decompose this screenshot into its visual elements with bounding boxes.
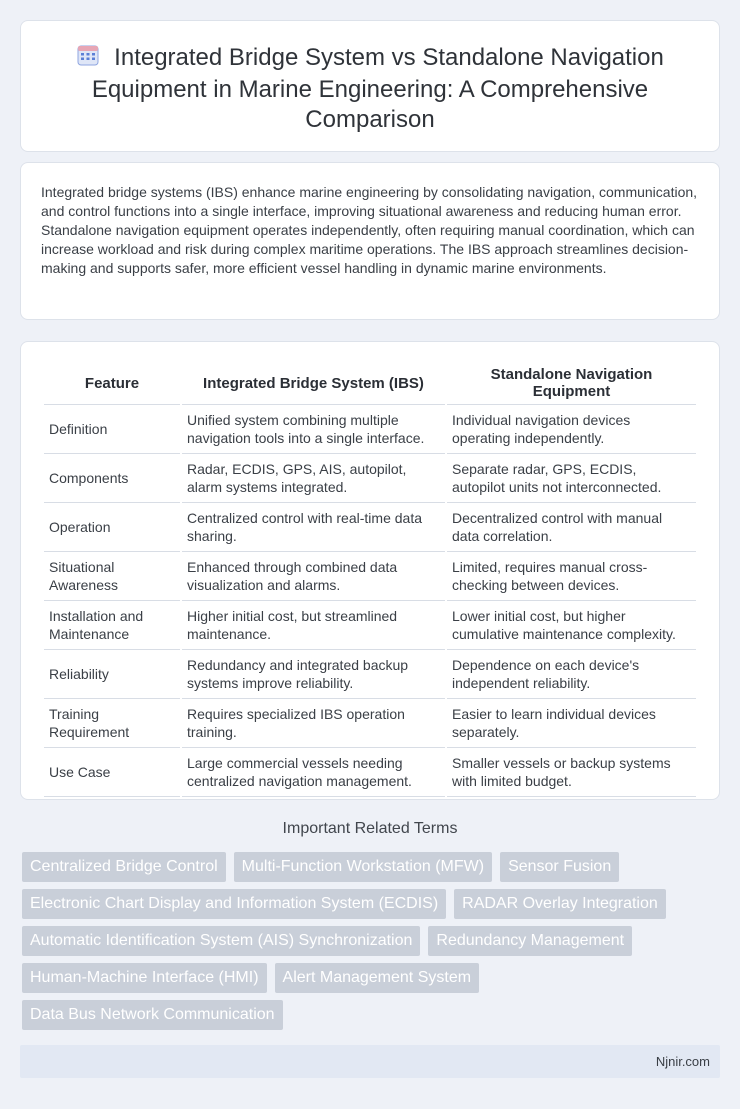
table-row — [44, 405, 696, 454]
table-row — [44, 503, 696, 552]
row-feature: Reliability — [44, 650, 180, 699]
table-row — [44, 454, 696, 503]
row-feature: Situational Awareness — [44, 552, 180, 601]
row-standalone: Decentralized control with manual data correlation. — [447, 503, 696, 552]
related-term-tag[interactable]: Multi-Function Workstation (MFW) — [234, 852, 492, 882]
table-row — [44, 748, 696, 797]
related-term-tag[interactable]: Alert Management System — [275, 963, 480, 993]
row-ibs: Redundancy and integrated backup systems improve reliability. — [182, 650, 445, 699]
related-term-tag[interactable]: Redundancy Management — [428, 926, 632, 956]
row-standalone: Smaller vessels or backup systems with limited budget. — [447, 748, 696, 797]
row-standalone: Lower initial cost, but higher cumulative maintenance complexity. — [447, 601, 696, 650]
header-ibs: Integrated Bridge System (IBS) — [182, 360, 445, 405]
row-standalone: Dependence on each device's independent reliability. — [447, 650, 696, 699]
related-terms-heading: Important Related Terms — [282, 820, 458, 837]
row-ibs: Requires specialized IBS operation training. — [182, 699, 445, 748]
row-standalone: Individual navigation devices operating independently. — [447, 405, 696, 454]
row-feature: Definition — [44, 405, 180, 454]
footer-bar — [20, 1045, 720, 1078]
table-row — [44, 552, 696, 601]
row-standalone: Limited, requires manual cross-checking between devices. — [447, 552, 696, 601]
comparison-table — [42, 360, 698, 797]
related-term-tag[interactable]: RADAR Overlay Integration — [454, 889, 666, 919]
related-term-tag[interactable]: Human-Machine Interface (HMI) — [22, 963, 267, 993]
intro-paragraph: Integrated bridge systems (IBS) enhance marine engineering by consolidating navigation, communication, and control functions into a single interface, improving situational awareness and reducing human error. Standalone navigation equipment operates independently, often requiring manual coordination, which can increase workload and risk during complex maritime operations. The IBS approach streamlines decision-making and supports safer, more efficient vessel handling in dynamic marine environments. — [41, 184, 698, 276]
related-term-tag[interactable]: Automatic Identification System (AIS) Synchronization — [22, 926, 420, 956]
row-ibs: Higher initial cost, but streamlined maintenance. — [182, 601, 445, 650]
intro-card — [20, 162, 720, 320]
table-row — [44, 699, 696, 748]
related-terms-list — [22, 852, 712, 1030]
row-ibs: Radar, ECDIS, GPS, AIS, autopilot, alarm systems integrated. — [182, 454, 445, 503]
row-standalone: Separate radar, GPS, ECDIS, autopilot units not interconnected. — [447, 454, 696, 503]
row-ibs: Unified system combining multiple navigation tools into a single interface. — [182, 405, 445, 454]
header-standalone: Standalone Navigation Equipment — [447, 360, 696, 405]
row-feature: Use Case — [44, 748, 180, 797]
row-feature: Installation and Maintenance — [44, 601, 180, 650]
row-feature: Components — [44, 454, 180, 503]
table-row — [44, 650, 696, 699]
calendar-icon — [76, 43, 100, 75]
header-feature: Feature — [44, 360, 180, 405]
row-ibs: Centralized control with real-time data sharing. — [182, 503, 445, 552]
row-ibs: Enhanced through combined data visualization and alarms. — [182, 552, 445, 601]
related-term-tag[interactable]: Centralized Bridge Control — [22, 852, 226, 882]
table-header-row — [44, 360, 696, 405]
related-term-tag[interactable]: Sensor Fusion — [500, 852, 619, 882]
row-feature: Training Requirement — [44, 699, 180, 748]
related-term-tag[interactable]: Electronic Chart Display and Information System (ECDIS) — [22, 889, 446, 919]
title-card — [20, 20, 720, 152]
page-title — [51, 43, 689, 135]
row-ibs: Large commercial vessels needing centralized navigation management. — [182, 748, 445, 797]
page-title-text: Integrated Bridge System vs Standalone Navigation Equipment in Marine Engineering: A Comprehensive Comparison — [91, 44, 664, 133]
comparison-table-card — [20, 341, 720, 800]
footer-brand[interactable]: Njnir.com — [655, 1054, 710, 1069]
row-feature: Operation — [44, 503, 180, 552]
row-standalone: Easier to learn individual devices separately. — [447, 699, 696, 748]
table-row — [44, 601, 696, 650]
related-term-tag[interactable]: Data Bus Network Communication — [22, 1000, 283, 1030]
